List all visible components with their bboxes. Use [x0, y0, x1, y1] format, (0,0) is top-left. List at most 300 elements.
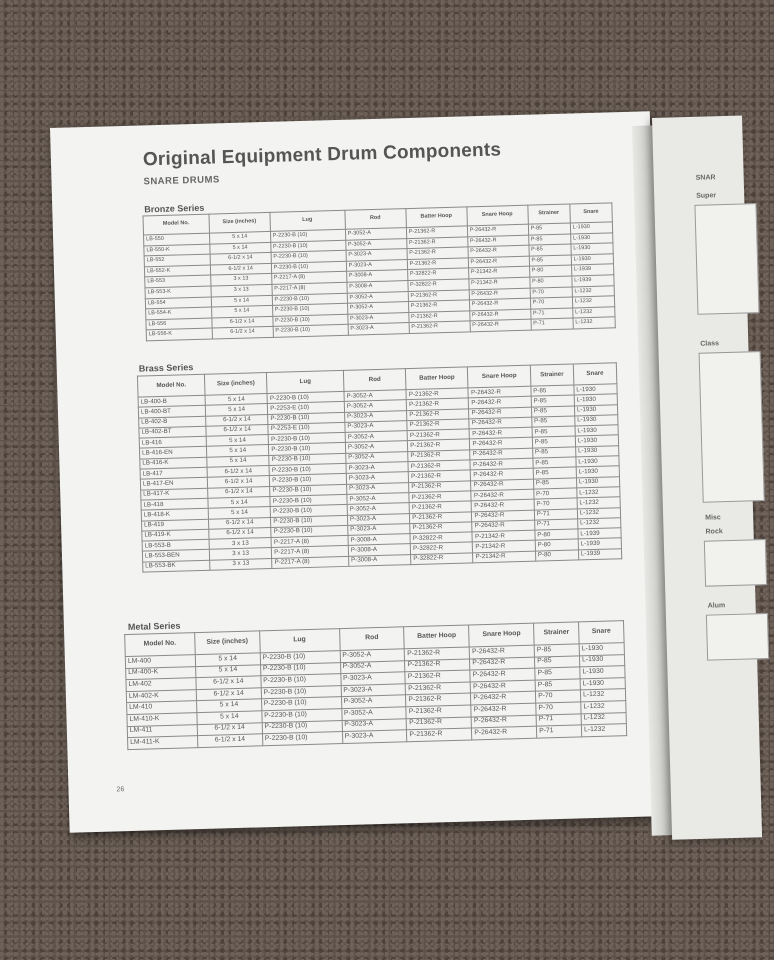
table-cell: LM-411: [127, 724, 197, 738]
table-cell: P-3008-A: [348, 534, 411, 546]
table-cell: P-85: [532, 436, 575, 447]
table-cell: P-26432-R: [468, 256, 529, 268]
table-cell: P-21342-R: [473, 541, 536, 553]
table-cell: P-26432-R: [470, 458, 533, 470]
table-cell: L-1930: [580, 666, 625, 679]
table-cell: P-85: [528, 234, 570, 246]
table-cell: P-32822-R: [410, 542, 473, 554]
table-cell: P-2230-B (10): [260, 651, 340, 665]
table-cell: P-3052-A: [344, 390, 407, 402]
table-cell: P-26432-R: [469, 645, 534, 658]
table-cell: LB-417-EN: [140, 478, 207, 490]
table-cell: P-21362-R: [406, 693, 471, 706]
table-cell: P-85: [531, 385, 574, 396]
right-page-table-alum: [706, 613, 769, 661]
column-header: Rod: [339, 627, 404, 651]
column-header: Strainer: [527, 204, 570, 224]
table-cell: P-85: [531, 395, 574, 406]
table-cell: P-85: [533, 467, 576, 478]
column-header: Lug: [267, 370, 344, 393]
table-cell: P-2230-B (10): [271, 261, 346, 274]
table-cell: P-21362-R: [406, 398, 469, 410]
table-cell: L-1232: [572, 296, 615, 308]
table-cell: P-21362-R: [407, 717, 472, 730]
table-cell: P-21362-R: [408, 311, 469, 323]
table-cell: LM-410-K: [127, 713, 197, 727]
table-cell: P-26432-R: [469, 288, 530, 300]
page-title: Original Equipment Drum Components: [142, 139, 502, 171]
table-cell: L-1930: [574, 404, 617, 415]
table-cell: L-1930: [580, 677, 625, 690]
table-cell: L-1232: [573, 317, 616, 329]
table-cell: L-1930: [575, 435, 618, 446]
table-cell: P-21362-R: [409, 501, 472, 513]
table-cell: P-85: [533, 457, 576, 468]
table-cell: P-71: [534, 508, 577, 519]
table-cell: P-3023-A: [347, 513, 410, 525]
table-cell: LB-418-K: [141, 508, 208, 520]
table-cell: P-21342-R: [468, 267, 529, 279]
right-page-table-misc: [704, 539, 767, 587]
table-cell: P-26432-R: [471, 715, 536, 728]
table-cell: P-21362-R: [408, 300, 469, 312]
table-cell: LB-402-BT: [139, 426, 206, 438]
table-cell: P-26432-R: [471, 479, 534, 491]
right-page-heading: SNAR: [695, 174, 716, 182]
table-cell: P-80: [529, 276, 571, 288]
table-cell: P-3023-A: [341, 684, 406, 697]
table-cell: P-26432-R: [471, 489, 534, 501]
table-cell: P-26432-R: [469, 298, 530, 310]
table-cell: L-1930: [571, 254, 614, 266]
right-page-label-super: Super: [696, 192, 717, 200]
table-cell: 3 x 13: [211, 284, 272, 296]
table-cell: P-21342-R: [472, 530, 535, 542]
table-cell: 6-1/2 x 14: [212, 327, 273, 339]
table-cell: 5 x 14: [211, 295, 272, 307]
table-cell: P-26432-R: [470, 680, 535, 693]
table-cell: P-26432-R: [468, 386, 531, 398]
column-header: Model No.: [137, 374, 205, 397]
table-cell: P-85: [532, 447, 575, 458]
table-cell: L-1232: [581, 701, 626, 714]
table-cell: P-2217-A (8): [272, 546, 349, 558]
table-cell: LB-417-K: [141, 488, 208, 500]
table-cell: P-21362-R: [407, 247, 468, 259]
table-cell: 6-1/2 x 14: [207, 466, 270, 478]
column-header: Model No.: [125, 633, 195, 657]
column-header: Size (inches): [204, 373, 267, 396]
table-cell: LM-402-K: [126, 689, 196, 703]
right-page-table-super: [694, 203, 759, 315]
table-cell: 5 x 14: [205, 394, 268, 406]
column-header: Strainer: [534, 622, 580, 645]
table-cell: P-2217-A (8): [272, 556, 349, 568]
table-cell: P-2230-B (10): [270, 474, 347, 486]
table-cell: P-21342-R: [468, 277, 529, 289]
table-cell: P-21362-R: [410, 511, 473, 523]
table-cell: P-2230-B (10): [268, 412, 345, 424]
table-cell: LM-400-K: [126, 666, 196, 680]
table-cell: P-2230-B (10): [271, 515, 348, 527]
table-cell: L-1930: [576, 466, 619, 477]
table-cell: P-2230-B (10): [272, 303, 347, 316]
table-cell: P-21362-R: [407, 258, 468, 270]
table-cell: P-26432-R: [472, 499, 535, 511]
table-cell: P-3023-A: [347, 312, 408, 324]
table-cell: P-21362-R: [409, 321, 470, 333]
table-cell: P-2230-B (10): [262, 709, 342, 723]
table-cell: 5 x 14: [208, 496, 271, 508]
table-cell: P-70: [536, 690, 581, 703]
table-cell: LB-416-EN: [139, 447, 206, 459]
table-cell: 3 x 13: [210, 558, 273, 570]
table-cell: LB-552-K: [144, 265, 210, 277]
column-header: Lug: [259, 629, 339, 653]
table-cell: P-21362-R: [407, 728, 472, 741]
table-cell: P-32822-R: [408, 279, 469, 291]
table-cell: P-26432-R: [470, 668, 535, 681]
table-cell: P-85: [535, 667, 580, 680]
table-cell: P-85: [535, 656, 580, 669]
table-cell: P-2230-B (10): [261, 674, 341, 688]
table-cell: L-1232: [581, 724, 626, 737]
table-cell: P-2230-B (10): [261, 685, 341, 699]
table-cell: LB-554-K: [146, 307, 212, 319]
table-cell: 5 x 14: [208, 507, 271, 519]
table-cell: 6-1/2 x 14: [196, 688, 261, 701]
table-cell: P-2230-B (10): [269, 463, 346, 475]
table-cell: P-70: [530, 297, 572, 309]
table-cell: P-3052-A: [345, 238, 406, 250]
table-cell: 5 x 14: [207, 455, 270, 467]
table-cell: P-21362-R: [408, 450, 471, 462]
table-cell: 5 x 14: [206, 435, 269, 447]
table-cell: P-26432-R: [472, 520, 535, 532]
table-cell: P-2230-B (10): [269, 443, 346, 455]
table-cell: P-26432-R: [470, 319, 531, 331]
table-cell: 6-1/2 x 14: [206, 414, 269, 426]
table-cell: P-71: [530, 308, 572, 320]
table-cell: P-3023-A: [348, 323, 409, 335]
table-cell: P-2230-B (10): [273, 325, 348, 338]
table-cell: L-1930: [575, 425, 618, 436]
table-cell: P-21362-R: [407, 419, 470, 431]
table-cell: P-21362-R: [407, 429, 470, 441]
table-cell: P-3008-A: [346, 270, 407, 282]
table-cell: P-26432-R: [471, 692, 536, 705]
table-cell: P-3052-A: [341, 695, 406, 708]
table-cell: 6-1/2 x 14: [197, 722, 262, 735]
bronze-series-table: [142, 202, 615, 341]
table-cell: P-3008-A: [349, 554, 412, 566]
table-cell: P-21362-R: [405, 647, 470, 660]
table-cell: LB-553-BK: [143, 560, 210, 572]
table-cell: P-21362-R: [406, 236, 467, 248]
table-cell: P-85: [529, 244, 571, 256]
column-header: Snare Hoop: [468, 365, 531, 388]
table-cell: 6-1/2 x 14: [196, 676, 261, 689]
table-cell: P-85: [533, 478, 576, 489]
brass-series-title: Brass Series: [138, 362, 194, 374]
table-cell: P-2230-B (10): [271, 525, 348, 537]
table-cell: P-3052-A: [345, 441, 408, 453]
table-cell: P-2230-B (10): [270, 505, 347, 517]
table-cell: LM-410: [127, 701, 197, 715]
bronze-series-title: Bronze Series: [144, 202, 205, 215]
table-cell: P-26432-R: [470, 448, 533, 460]
table-cell: P-2230-B (10): [271, 250, 346, 263]
table-cell: P-26432-R: [468, 245, 529, 257]
table-cell: P-2230-B (10): [268, 433, 345, 445]
metal-series-table: [124, 620, 627, 750]
table-cell: 6-1/2 x 14: [212, 316, 273, 328]
table-cell: P-32822-R: [407, 268, 468, 280]
table-cell: P-21362-R: [405, 659, 470, 672]
table-cell: P-21362-R: [408, 460, 471, 472]
table-cell: P-70: [530, 287, 572, 299]
column-header: Batter Hoop: [406, 367, 469, 390]
table-cell: P-21362-R: [406, 388, 469, 400]
table-cell: P-3023-A: [340, 672, 405, 685]
table-cell: L-1930: [570, 232, 613, 244]
right-page-label-class: Class: [700, 340, 720, 348]
table-cell: P-80: [535, 529, 578, 540]
table-cell: P-3052-A: [341, 707, 406, 720]
table-cell: P-21362-R: [405, 670, 470, 683]
table-cell: P-26432-R: [470, 427, 533, 439]
table-cell: P-3023-A: [346, 472, 409, 484]
table-cell: P-3023-A: [344, 410, 407, 422]
table-cell: P-26432-R: [471, 469, 534, 481]
column-header: Lug: [270, 210, 346, 231]
table-cell: LB-400-B: [138, 395, 205, 407]
table-cell: P-2230-B (10): [272, 293, 347, 306]
table-cell: P-3052-A: [346, 451, 409, 463]
table-cell: 5 x 14: [205, 404, 268, 416]
table-cell: P-85: [529, 255, 571, 267]
table-cell: P-3023-A: [346, 482, 409, 494]
table-cell: LB-400-BT: [138, 406, 205, 418]
table-cell: P-2217-A (8): [271, 272, 346, 285]
table-cell: P-70: [536, 702, 581, 715]
table-cell: P-2230-B (10): [270, 229, 345, 242]
table-cell: 6-1/2 x 14: [197, 734, 262, 747]
table-cell: LB-556: [146, 318, 212, 330]
table-cell: 5 x 14: [209, 231, 270, 243]
table-cell: L-1939: [572, 275, 615, 287]
table-cell: P-32822-R: [411, 553, 474, 565]
table-cell: P-26432-R: [470, 438, 533, 450]
table-cell: P-21362-R: [409, 491, 472, 503]
catalog-right-page: [652, 115, 762, 839]
table-cell: P-2253-E (10): [268, 422, 345, 434]
table-cell: P-2230-B (10): [272, 314, 347, 327]
table-cell: P-3023-A: [342, 718, 407, 731]
table-cell: 5 x 14: [211, 306, 272, 318]
table-cell: P-2230-B (10): [269, 453, 346, 465]
column-header: Snare: [570, 203, 613, 223]
table-cell: LB-416: [139, 436, 206, 448]
table-cell: L-1930: [575, 446, 618, 457]
table-cell: LM-400: [125, 655, 195, 669]
table-cell: L-1232: [580, 689, 625, 702]
section-subtitle: SNARE DRUMS: [143, 174, 220, 188]
table-cell: L-1232: [577, 487, 620, 498]
table-cell: 6-1/2 x 14: [208, 486, 271, 498]
column-header: Size (inches): [209, 212, 270, 233]
table-cell: P-71: [537, 725, 582, 738]
table-cell: 5 x 14: [209, 242, 270, 254]
table-cell: L-1930: [579, 643, 624, 656]
table-cell: 5 x 14: [195, 653, 260, 666]
table-cell: L-1930: [574, 394, 617, 405]
table-cell: 3 x 13: [210, 274, 271, 286]
table-cell: P-85: [531, 406, 574, 417]
table-cell: L-1930: [579, 654, 624, 667]
table-cell: 6-1/2 x 14: [207, 476, 270, 488]
table-cell: P-85: [534, 644, 579, 657]
table-cell: P-2230-B (10): [267, 391, 344, 403]
table-cell: L-1939: [571, 264, 614, 276]
table-cell: L-1232: [577, 518, 620, 529]
table-cell: P-26432-R: [469, 396, 532, 408]
table-cell: P-3023-A: [348, 523, 411, 535]
table-cell: P-3023-A: [346, 462, 409, 474]
column-header: Snare Hoop: [466, 205, 527, 226]
table-cell: 3 x 13: [209, 548, 272, 560]
table-cell: P-26432-R: [472, 510, 535, 522]
table-cell: P-32822-R: [410, 532, 473, 544]
table-cell: P-26432-R: [467, 235, 528, 247]
table-cell: P-2253-E (10): [268, 402, 345, 414]
table-cell: P-70: [534, 498, 577, 509]
column-header: Rod: [345, 209, 406, 230]
column-header: Batter Hoop: [406, 207, 467, 228]
table-cell: P-3023-A: [346, 249, 407, 261]
table-cell: P-21362-R: [408, 289, 469, 301]
table-cell: L-1930: [574, 384, 617, 395]
table-cell: P-80: [535, 550, 578, 561]
brass-series-table: [137, 362, 622, 572]
column-header: Snare: [579, 621, 625, 644]
table-cell: 6-1/2 x 14: [210, 263, 271, 275]
table-cell: LB-419-K: [142, 529, 209, 541]
table-cell: L-1232: [572, 285, 615, 297]
table-cell: 3 x 13: [209, 538, 272, 550]
table-cell: P-3052-A: [347, 503, 410, 515]
table-cell: P-26432-R: [469, 309, 530, 321]
metal-series-title: Metal Series: [127, 620, 181, 633]
table-cell: P-3052-A: [345, 431, 408, 443]
table-cell: L-1930: [571, 243, 614, 255]
table-cell: P-3008-A: [348, 544, 411, 556]
table-cell: LB-418: [141, 498, 208, 510]
table-cell: P-21342-R: [473, 551, 536, 563]
table-cell: P-3052-A: [345, 228, 406, 240]
page-number: 26: [116, 786, 125, 794]
table-cell: P-71: [534, 519, 577, 530]
table-cell: P-2230-B (10): [262, 732, 342, 746]
table-cell: P-26432-R: [467, 224, 528, 236]
table-cell: P-80: [535, 539, 578, 550]
table-cell: 6-1/2 x 14: [209, 527, 272, 539]
table-cell: P-2230-B (10): [261, 697, 341, 711]
table-cell: P-2230-B (10): [270, 240, 345, 253]
table-cell: LB-550: [144, 233, 210, 245]
table-cell: P-2230-B (10): [270, 494, 347, 506]
table-cell: P-26432-R: [469, 407, 532, 419]
table-cell: LM-402: [126, 678, 196, 692]
table-cell: P-85: [535, 679, 580, 692]
table-cell: P-26432-R: [470, 657, 535, 670]
table-cell: P-3052-A: [347, 493, 410, 505]
column-header: Snare: [573, 363, 617, 385]
table-cell: P-70: [534, 488, 577, 499]
table-cell: LB-553-K: [145, 286, 211, 298]
table-cell: P-21362-R: [406, 682, 471, 695]
right-page-label-rock: Rock: [705, 528, 723, 536]
table-cell: P-3052-A: [340, 660, 405, 673]
table-cell: 5 x 14: [196, 699, 261, 712]
table-cell: P-21362-R: [409, 481, 472, 493]
column-header: Size (inches): [195, 631, 260, 655]
table-cell: L-1232: [581, 712, 626, 725]
table-cell: P-21362-R: [408, 439, 471, 451]
catalog-left-page: [50, 111, 669, 832]
table-cell: LB-553: [145, 275, 211, 287]
table-cell: P-21362-R: [406, 705, 471, 718]
table-cell: P-3023-A: [345, 421, 408, 433]
table-cell: L-1232: [572, 307, 615, 319]
table-cell: P-3052-A: [347, 302, 408, 314]
table-cell: P-26432-R: [471, 703, 536, 716]
table-cell: P-80: [529, 265, 571, 277]
table-cell: P-21362-R: [410, 522, 473, 534]
table-cell: LB-553-BEN: [142, 550, 209, 562]
table-cell: P-3023-A: [346, 259, 407, 271]
table-cell: P-26432-R: [469, 417, 532, 429]
column-header: Model No.: [143, 214, 209, 235]
table-cell: P-2230-B (10): [262, 720, 342, 734]
table-cell: L-1939: [578, 538, 621, 549]
table-cell: P-85: [532, 426, 575, 437]
table-cell: L-1939: [578, 548, 621, 559]
table-cell: LB-550-K: [144, 244, 210, 256]
table-cell: 6-1/2 x 14: [206, 424, 269, 436]
table-cell: LB-419: [141, 519, 208, 531]
table-cell: P-85: [531, 416, 574, 427]
table-cell: LB-552: [144, 254, 210, 266]
table-cell: 6-1/2 x 14: [209, 517, 272, 529]
column-header: Snare Hoop: [469, 623, 534, 647]
right-page-table-class: [699, 351, 765, 503]
table-cell: P-21362-R: [407, 409, 470, 421]
table-cell: P-21362-R: [406, 226, 467, 238]
table-cell: P-26432-R: [472, 726, 537, 739]
column-header: Rod: [343, 369, 406, 392]
table-cell: L-1930: [576, 476, 619, 487]
table-cell: L-1939: [578, 528, 621, 539]
table-cell: L-1930: [575, 415, 618, 426]
table-cell: L-1232: [577, 497, 620, 508]
table-cell: P-3052-A: [347, 291, 408, 303]
table-cell: 5 x 14: [197, 711, 262, 724]
table-cell: L-1930: [570, 222, 613, 234]
table-cell: P-3052-A: [340, 649, 405, 662]
table-cell: LB-402-B: [139, 416, 206, 428]
table-cell: P-71: [531, 318, 573, 330]
